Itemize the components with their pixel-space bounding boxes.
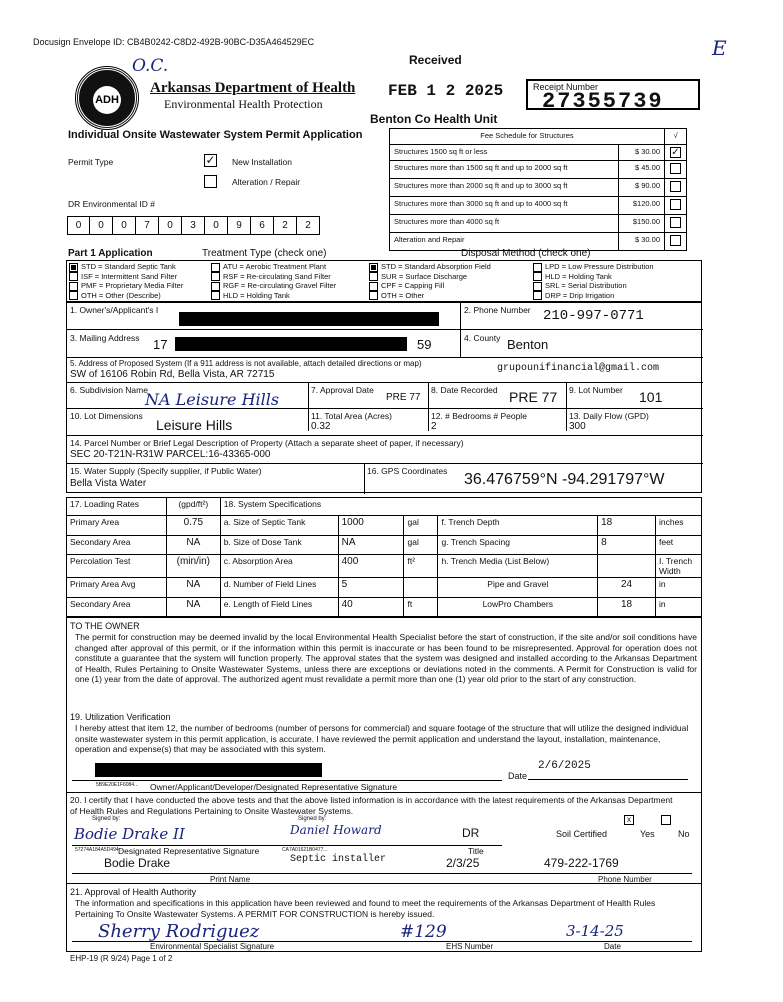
fee-checkbox[interactable]: [665, 178, 687, 196]
total-area-label: 11. Total Area (Acres): [311, 411, 392, 421]
options-col-2: [211, 262, 336, 300]
approval-title: 21. Approval of Health Authority: [70, 887, 197, 897]
option-label: RGF = Re-circulating Gravel Filter: [223, 281, 337, 291]
permit-type-label: Permit Type: [68, 157, 114, 167]
received-label: Received: [409, 53, 462, 67]
fee-row: [390, 144, 687, 160]
receipt-number: 27355739: [542, 89, 664, 114]
print-name-value: Bodie Drake: [104, 856, 171, 870]
fee-row: [390, 160, 687, 178]
spec-value: 400: [338, 555, 404, 578]
fee-checkbox[interactable]: [665, 214, 687, 232]
spec-value-2: 18: [598, 597, 656, 617]
footer-form-id: EHP-19 (R 9/24) Page 1 of 2: [70, 954, 173, 963]
fee-schedule: [389, 128, 687, 251]
soil-yes-checkbox[interactable]: x: [624, 815, 634, 825]
fee-checkbox[interactable]: [665, 232, 687, 250]
loading-label: Percolation Test: [67, 555, 167, 578]
spec-unit: gal: [404, 516, 438, 536]
spec-row: [67, 597, 702, 617]
spec-unit-2: I. Trench Width: [655, 555, 701, 578]
applicant-signature-redacted: [95, 763, 322, 777]
signed-by-1: Signed by:: [92, 816, 121, 822]
mailing-start: 17: [153, 337, 168, 352]
option-item[interactable]: [211, 291, 336, 301]
utilization-date-value: 2/6/2025: [538, 760, 591, 772]
spec-value-2: [598, 555, 656, 578]
option-checkbox[interactable]: [211, 263, 220, 272]
option-label: HLD = Holding Tank: [545, 271, 612, 281]
utilization-sig-label: Owner/Applicant/Developer/Designated Representative Signature: [150, 782, 398, 792]
option-item[interactable]: [533, 272, 654, 282]
dr-env-id-digit: 7: [136, 216, 159, 235]
option-checkbox[interactable]: [211, 282, 220, 291]
received-date: FEB 1 2 2025: [388, 82, 504, 100]
spec-label: d. Number of Field Lines: [220, 578, 338, 598]
fee-desc: Alteration and Repair: [390, 232, 619, 250]
specs-title: 18. System Specifications: [220, 498, 701, 516]
spec-row: [67, 555, 702, 578]
option-item[interactable]: [369, 262, 491, 272]
option-checkbox[interactable]: [533, 272, 542, 281]
spec-unit: ft²: [404, 555, 438, 578]
total-area-value: 0.32: [311, 421, 331, 432]
option-item[interactable]: [533, 291, 654, 301]
spec-label-2: f. Trench Depth: [438, 516, 598, 536]
loading-value: (min/in): [166, 555, 220, 578]
fee-checkbox[interactable]: ✓: [665, 144, 687, 160]
owner-notice-text: The permit for construction may be deemed invalid by the local Environmental Health Specialist before the start of construction, if the site and/or soil conditions have changed after approval of this permit, or if the information within this permit is inaccurate or has been found to be misrepresented. Approval for operation does not constitute a guarantee that the system will function properly. The approval states that the system was designed and installed according to the Arkansas Department of Health, Rules Pertaining to Onsite Wastewater Systems, unless there are exceptions or deviations noted in the comments. A Permit for Construction is valid for one (1) year from the date of approval. The authorized agent must revalidate a permit more than one (1) year old prior to the start of any construction.: [75, 632, 697, 685]
soil-no-label: No: [678, 829, 690, 839]
spec-unit-2: inches: [655, 516, 701, 536]
lot-dim-value: Leisure Hills: [156, 417, 233, 433]
spec-value: 5: [338, 578, 404, 598]
dr-env-id-digit: 0: [159, 216, 182, 235]
certify-phone-value: 479-222-1769: [544, 856, 619, 870]
date-recorded-label: 8. Date Recorded: [431, 385, 498, 395]
option-label: STD = Standard Septic Tank: [81, 262, 176, 271]
fee-amount: $ 90.00: [619, 178, 665, 196]
phone-value: 210-997-0771: [543, 308, 644, 324]
option-label: CPF = Capping Fill: [381, 281, 445, 291]
option-checkbox[interactable]: [69, 282, 78, 291]
loading-title: 17. Loading Rates: [67, 498, 167, 516]
dr-env-id-digits: [67, 216, 320, 235]
ehs-number-label: EHS Number: [446, 942, 494, 951]
option-checkbox[interactable]: [69, 263, 78, 272]
gps-label: 16. GPS Coordinates: [367, 466, 448, 476]
fee-desc: Structures more than 3000 sq ft and up to 4000 sq ft: [390, 196, 619, 214]
rep-signature: Bodie Drake II: [74, 825, 185, 843]
spec-unit: [404, 578, 438, 598]
fee-amount: $150.00: [619, 214, 665, 232]
loading-value: 0.75: [166, 516, 220, 536]
option-label: OTH = Other (Describe): [81, 290, 161, 300]
utilization-text: I hereby attest that item 12, the number of bedrooms (number of persons for commercial) and square footage of the structure that will utilize the designed individual onsite wastewater system in this permit application, is accurate. I have reviewed the permit application and understand the layout, installation, maintenance, operation and expense(s) that may be associated with this system.: [75, 723, 689, 755]
option-checkbox[interactable]: [69, 291, 78, 300]
option-label: RSF = Re-circulating Sand Filter: [223, 271, 331, 281]
agency-name: Arkansas Department of Health: [150, 80, 356, 96]
receipt-label: Receipt Number: [533, 82, 599, 92]
option-label: SRL = Serial Distribution: [545, 281, 627, 291]
spec-value-2: 24: [598, 578, 656, 598]
water-label: 15. Water Supply (Specify supplier, if Public Water): [70, 466, 262, 476]
fee-row: [390, 214, 687, 232]
signed-by-2: Signed by:: [298, 816, 327, 822]
option-checkbox[interactable]: [369, 263, 378, 272]
disposal-header: Disposal Method (check one): [461, 248, 591, 259]
utilization-date-label: Date: [508, 771, 528, 781]
fee-desc: Structures 1500 sq ft or less: [390, 144, 619, 160]
fee-amount: $ 30.00: [619, 144, 665, 160]
title-signature: Daniel Howard: [290, 823, 382, 837]
spec-label: c. Absorption Area: [220, 555, 338, 578]
approval-text: The information and specifications in this application have been reviewed and found to meet the requirements of the Arkansas Department of Health Rules Pertaining To Onsite Wastewater Systems. A PERMIT FOR CONSTRUCTION is hereby issued.: [75, 898, 656, 919]
dr-env-id-digit: 0: [67, 216, 90, 235]
loading-value: NA: [166, 597, 220, 617]
spec-unit-2: feet: [655, 535, 701, 555]
loading-value: NA: [166, 578, 220, 598]
subdivision-value: NA Leisure Hills: [145, 390, 280, 409]
option-item[interactable]: [69, 281, 183, 291]
dr-env-id-digit: 9: [228, 216, 251, 235]
spec-value-2: 18: [598, 516, 656, 536]
spec-unit: ft: [404, 597, 438, 617]
envelope-id: Docusign Envelope ID: CB4B0242-C8D2-492B-90BC-D35A464529EC: [33, 37, 315, 47]
spec-row: [67, 578, 702, 598]
option-checkbox[interactable]: [369, 272, 378, 281]
spec-unit-2: in: [655, 597, 701, 617]
form-title: Individual Onsite Wastewater System Permit Application: [68, 129, 363, 141]
spec-label-2: Pipe and Gravel: [438, 578, 598, 598]
dr-env-id-digit: 0: [90, 216, 113, 235]
fee-desc: Structures more than 2000 sq ft and up to 3000 sq ft: [390, 178, 619, 196]
option-label: DRP = Drip Irrigation: [545, 290, 615, 300]
soil-no-checkbox[interactable]: [661, 815, 671, 825]
loading-label: Primary Area: [67, 516, 167, 536]
option-item[interactable]: [533, 281, 654, 291]
option-item[interactable]: [533, 262, 654, 272]
fee-row: [390, 196, 687, 214]
print-line: [72, 873, 692, 874]
loading-label: Primary Area Avg: [67, 578, 167, 598]
dr-env-id-digit: 6: [251, 216, 274, 235]
option-item[interactable]: [69, 272, 183, 282]
loading-label: Secondary Area: [67, 597, 167, 617]
option-item[interactable]: [369, 291, 491, 301]
spec-label: a. Size of Septic Tank: [220, 516, 338, 536]
received-unit: Benton Co Health Unit: [370, 112, 498, 126]
parcel-value: SEC 20-T21N-R31W PARCEL:16-43365-000: [70, 449, 271, 460]
utilization-date-line: [528, 779, 688, 780]
soil-yes-label: Yes: [640, 829, 655, 839]
new-install-label: New Installation: [232, 157, 293, 167]
dr-env-id-digit: 3: [182, 216, 205, 235]
logo-emblem: ADH: [93, 86, 121, 114]
dr-env-id-digit: 0: [205, 216, 228, 235]
dr-value: DR: [462, 826, 480, 840]
specialist-sig-label: Environmental Specialist Signature: [150, 942, 275, 951]
alteration-label: Alteration / Repair: [232, 177, 301, 187]
mailing-end: 59: [417, 337, 432, 352]
parcel-label: 14. Parcel Number or Brief Legal Description of Property (Attach a separate sheet of paper, if necessary): [70, 438, 464, 448]
option-label: SUR = Surface Discharge: [381, 271, 468, 281]
loading-specs-table: [66, 497, 702, 617]
option-label: PMF = Proprietary Media Filter: [81, 281, 184, 291]
loading-unit: (gpd/ft²): [166, 498, 220, 516]
spec-value: 40: [338, 597, 404, 617]
option-checkbox[interactable]: [533, 291, 542, 300]
fee-check-header: √: [665, 129, 687, 145]
option-item[interactable]: [211, 262, 336, 272]
address-value: SW of 16106 Robin Rd, Bella Vista, AR 72715: [70, 369, 275, 380]
option-label: STD = Standard Absorption Field: [381, 262, 491, 271]
spec-unit-2: in: [655, 578, 701, 598]
approval-date-label: Date: [604, 942, 621, 951]
options-col-1: [69, 262, 183, 300]
rep-sig-id: 57274A184A5D494...: [75, 847, 123, 853]
option-checkbox[interactable]: [211, 272, 220, 281]
dr-env-id-digit: 2: [274, 216, 297, 235]
loading-label: Secondary Area: [67, 535, 167, 555]
utilization-sig-line: [72, 780, 502, 781]
fee-amount: $ 30.00: [619, 232, 665, 250]
option-checkbox[interactable]: [533, 282, 542, 291]
dr-env-id-digit: 0: [113, 216, 136, 235]
option-item[interactable]: [369, 281, 491, 291]
subdivision-label: 6. Subdivision Name: [70, 385, 148, 395]
fields-grid: [66, 302, 702, 493]
oc-mark: O.C.: [132, 56, 169, 76]
mailing-label: 3. Mailing Address: [70, 333, 140, 343]
utilization-sig-id: 5B9E20E1F6084...: [96, 782, 139, 788]
spec-row: [67, 516, 702, 536]
fee-desc: Structures more than 1500 sq ft and up to 2000 sq ft: [390, 160, 619, 178]
spec-label-2: LowPro Chambers: [438, 597, 598, 617]
options-col-3: [369, 262, 491, 300]
option-item[interactable]: [69, 291, 183, 301]
spec-label-2: h. Trench Media (List Below): [438, 555, 598, 578]
treatment-header: Treatment Type (check one): [202, 248, 327, 259]
alteration-checkbox[interactable]: [204, 175, 217, 188]
fee-desc: Structures more than 4000 sq ft: [390, 214, 619, 232]
fee-row: [390, 178, 687, 196]
approval-date-signed: 3-14-25: [566, 922, 624, 940]
option-checkbox[interactable]: [369, 291, 378, 300]
print-name-label: Print Name: [210, 875, 251, 884]
part1-label: Part 1 Application: [68, 248, 153, 259]
mailing-redacted: [175, 337, 407, 351]
option-item[interactable]: [211, 272, 336, 282]
fee-amount: $ 45.00: [619, 160, 665, 178]
spec-label: e. Length of Field Lines: [220, 597, 338, 617]
option-label: OTH = Other: [381, 290, 425, 300]
water-value: Bella Vista Water: [70, 478, 147, 489]
option-checkbox[interactable]: [533, 263, 542, 272]
option-item[interactable]: [369, 272, 491, 282]
phone-label: 2. Phone Number: [464, 305, 531, 315]
rep-sig-label: Designated Representative Signature: [118, 846, 260, 856]
date-recorded-value: PRE 77: [509, 389, 558, 405]
approval-date-label: 7. Approval Date: [311, 385, 374, 395]
phone-number-label: Phone Number: [598, 875, 652, 884]
email-value: grupounifinancial@gmail.com: [497, 363, 660, 374]
option-label: HLD = Holding Tank: [223, 290, 290, 300]
ehs-number-value: #129: [400, 922, 447, 942]
county-value: Benton: [507, 337, 549, 352]
lot-dim-label: 10. Lot Dimensions: [70, 411, 143, 421]
owner-notice-title: TO THE OWNER: [70, 621, 140, 631]
certify-text: 20. I certify that I have conducted the above tests and that the above listed information is in accordance with the latest requirements of the Arkansas Department of Health Rules and Regulations Pertaining to Onsite Wastewater Systems.: [70, 795, 673, 816]
option-checkbox[interactable]: [369, 282, 378, 291]
title-value: Septic installer: [290, 854, 387, 865]
lot-number-value: 101: [639, 389, 663, 405]
spec-value-2: 8: [598, 535, 656, 555]
title-label: Title: [468, 846, 484, 856]
option-item[interactable]: [211, 281, 336, 291]
soil-certified-label: Soil Certified: [556, 829, 608, 839]
loading-value: NA: [166, 535, 220, 555]
bedrooms-label: 12. # Bedrooms # People: [431, 411, 527, 421]
option-checkbox[interactable]: [69, 272, 78, 281]
owner-label: 1. Owner's/Applicant's I: [70, 305, 159, 315]
daily-flow-value: 300: [569, 421, 586, 432]
dr-env-id-label: DR Environmental ID #: [68, 199, 155, 209]
option-label: LPD = Low Pressure Distribution: [545, 262, 654, 271]
receipt-box: [526, 79, 700, 114]
agency-logo: [76, 67, 138, 129]
approval-date-value: PRE 77: [386, 392, 421, 403]
new-install-checkbox[interactable]: ✓: [205, 153, 216, 167]
lot-number-label: 9. Lot Number: [569, 385, 623, 395]
option-item[interactable]: [69, 262, 183, 272]
utilization-title: 19. Utilization Verification: [70, 712, 171, 722]
option-checkbox[interactable]: [211, 291, 220, 300]
spec-row: [67, 535, 702, 555]
fee-title: Fee Schedule for Structures: [390, 129, 665, 145]
fee-checkbox[interactable]: [665, 160, 687, 178]
corner-mark: E: [712, 36, 727, 60]
dr-env-id-digit: 2: [297, 216, 320, 235]
certify-date-value: 2/3/25: [446, 856, 480, 870]
daily-flow-label: 13. Daily Flow (GPD): [569, 411, 649, 421]
bedrooms-value: 2: [431, 421, 437, 432]
county-label: 4. County: [464, 333, 501, 343]
fee-amount: $120.00: [619, 196, 665, 214]
agency-division: Environmental Health Protection: [164, 97, 323, 111]
spec-value: NA: [338, 535, 404, 555]
owner-name-redacted: [179, 312, 439, 326]
spec-label: b. Size of Dose Tank: [220, 535, 338, 555]
address-label: 5. Address of Proposed System (If a 911 address is not available, attach detailed directions or map): [70, 359, 422, 368]
option-label: ISF = Intermittent Sand Filter: [81, 271, 178, 281]
option-label: ATU = Aerobic Treatment Plant: [223, 262, 327, 271]
fee-checkbox[interactable]: [665, 196, 687, 214]
specialist-signature: Sherry Rodriguez: [98, 921, 260, 942]
gps-value: 36.476759°N -94.291797°W: [464, 471, 665, 488]
spec-value: 1000: [338, 516, 404, 536]
spec-label-2: g. Trench Spacing: [438, 535, 598, 555]
options-col-4: [533, 262, 654, 300]
spec-unit: gal: [404, 535, 438, 555]
title-sig-id: CA7A01621B0477...: [282, 847, 328, 853]
